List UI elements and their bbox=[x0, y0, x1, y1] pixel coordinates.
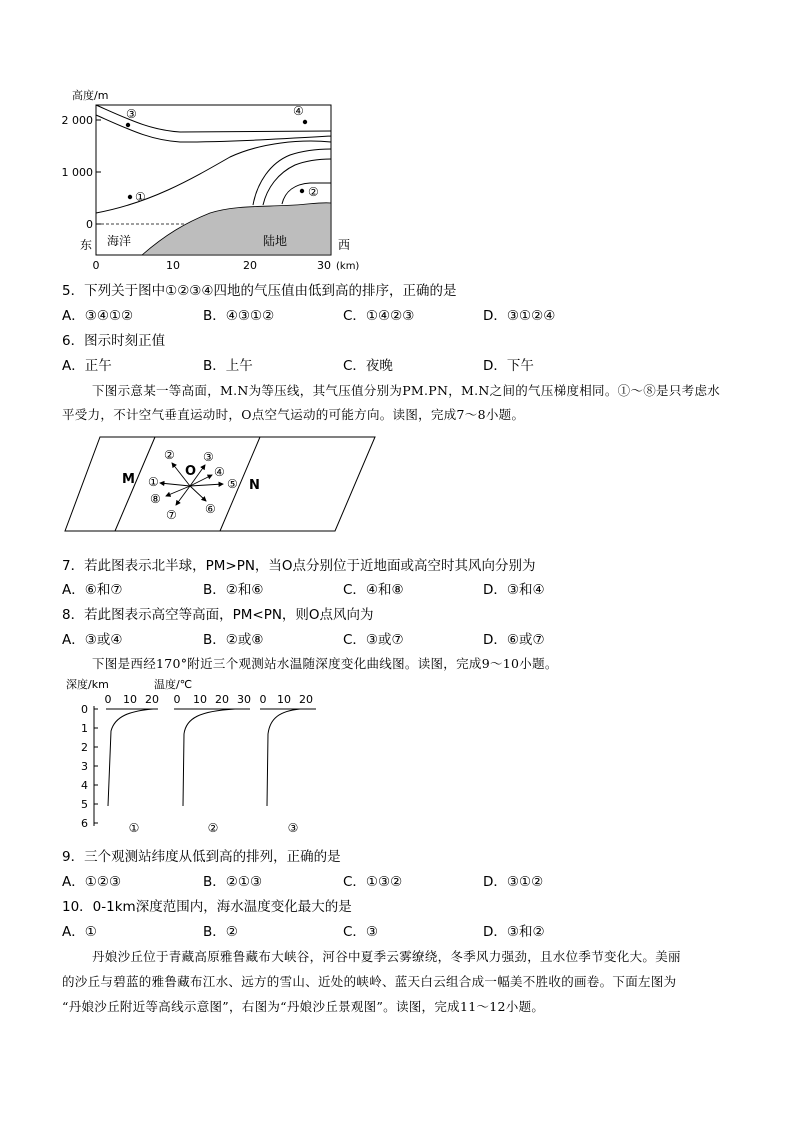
dir-label: ③ bbox=[203, 450, 214, 464]
point-3-label: ③ bbox=[126, 107, 137, 121]
x-tick-label: 30 bbox=[317, 259, 331, 272]
dir-label: ⑤ bbox=[227, 477, 238, 491]
question-5-option-a[interactable]: A．③④①② bbox=[62, 308, 134, 324]
depth-tick-label: 2 bbox=[81, 741, 88, 754]
question-6-option-c[interactable]: C．夜晚 bbox=[343, 358, 393, 374]
point-2-dot bbox=[300, 189, 304, 193]
depth-tick-label: 5 bbox=[81, 798, 88, 811]
y-tick-label: 0 bbox=[86, 218, 93, 231]
question-10-stem: 10．0-1km深度范围内，海水温度变化最大的是 bbox=[62, 899, 352, 915]
question-8-option-d[interactable]: D．⑥或⑦ bbox=[483, 632, 545, 648]
depth-tick-label: 4 bbox=[81, 779, 88, 792]
panel-3-tick: 0 bbox=[259, 693, 267, 706]
isobar-plane-figure bbox=[60, 433, 380, 535]
label-o: O bbox=[185, 464, 197, 479]
x-tick-label: 0 bbox=[92, 259, 100, 272]
point-1-label: ① bbox=[135, 190, 146, 204]
question-6-option-b[interactable]: B．上午 bbox=[203, 358, 253, 374]
cross-section-figure bbox=[60, 85, 380, 275]
question-5-option-c[interactable]: C．①④②③ bbox=[343, 308, 415, 324]
question-7-option-a[interactable]: A．⑥和⑦ bbox=[62, 582, 123, 598]
label-n: N bbox=[249, 478, 260, 493]
panel-2-tick: 30 bbox=[237, 693, 251, 706]
water-temperature-figure bbox=[60, 676, 340, 836]
panel-2-tick: 10 bbox=[193, 693, 207, 706]
station-3-curve bbox=[267, 709, 300, 806]
depth-axis-label: 深度/km bbox=[66, 678, 109, 691]
panel-2-tick: 0 bbox=[173, 693, 181, 706]
question-6-stem: 6．图示时刻正值 bbox=[62, 333, 166, 349]
question-8-stem: 8．若此图表示高空等高面，PM<PN，则O点风向为 bbox=[62, 607, 374, 623]
question-10-option-c[interactable]: C．③ bbox=[343, 924, 379, 940]
question-7-option-c[interactable]: C．④和⑧ bbox=[343, 582, 404, 598]
question-8-option-a[interactable]: A．③或④ bbox=[62, 632, 123, 648]
question-7-stem: 7．若此图表示北半球，PM>PN，当O点分别位于近地面或高空时其风向分别为 bbox=[62, 558, 536, 574]
point-4-label: ④ bbox=[293, 104, 304, 118]
arrow-1 bbox=[160, 483, 190, 486]
isobar bbox=[253, 149, 331, 205]
land-area bbox=[142, 203, 331, 255]
question-10-option-d[interactable]: D．③和② bbox=[483, 924, 545, 940]
intro-paragraph-line: 下图是西经170°附近三个观测站水温随深度变化曲线图。读图，完成9～10小题。 bbox=[92, 656, 558, 671]
panel-2-tick: 20 bbox=[215, 693, 229, 706]
isobar bbox=[282, 183, 331, 204]
arrow-6 bbox=[190, 486, 206, 501]
dir-label: ⑦ bbox=[166, 508, 177, 522]
east-label: 东 bbox=[80, 238, 93, 252]
point-2-label: ② bbox=[308, 185, 319, 199]
isobar bbox=[96, 141, 331, 213]
depth-tick-label: 0 bbox=[81, 703, 88, 716]
station-2-label: ② bbox=[207, 821, 219, 835]
question-9-option-a[interactable]: A．①②③ bbox=[62, 874, 122, 890]
dir-label: ① bbox=[148, 475, 159, 489]
point-3-dot bbox=[126, 123, 130, 127]
question-10-option-b[interactable]: B．② bbox=[203, 924, 238, 940]
dir-label: ② bbox=[164, 448, 175, 462]
intro-paragraph-line: 的沙丘与碧蓝的雅鲁藏布江水、远方的雪山、近处的峡岭、蓝天白云组合成一幅美不胜收的画卷。下面左图为 bbox=[62, 974, 677, 989]
question-6-option-d[interactable]: D．下午 bbox=[483, 358, 534, 374]
question-6-option-a[interactable]: A．正午 bbox=[62, 358, 112, 374]
depth-tick-label: 3 bbox=[81, 760, 88, 773]
intro-paragraph-line: 下图示意某一等高面，M.N为等压线，其气压值分别为PM.PN，M.N之间的气压梯度相同。①～⑧是只考虑水 bbox=[92, 383, 721, 398]
x-tick-label: 20 bbox=[243, 259, 257, 272]
question-9-option-b[interactable]: B．②①③ bbox=[203, 874, 263, 890]
station-2-curve bbox=[183, 709, 235, 806]
label-m: M bbox=[122, 472, 135, 487]
land-label: 陆地 bbox=[263, 234, 288, 248]
question-7-option-d[interactable]: D．③和④ bbox=[483, 582, 545, 598]
temperature-axis-label: 温度/℃ bbox=[154, 678, 193, 691]
dir-label: ④ bbox=[214, 465, 225, 479]
question-5-option-d[interactable]: D．③①②④ bbox=[483, 308, 556, 324]
y-tick-label: 2 000 bbox=[61, 114, 93, 127]
question-5-stem: 5．下列关于图中①②③④四地的气压值由低到高的排序，正确的是 bbox=[62, 283, 457, 299]
panel-1-tick: 0 bbox=[104, 693, 112, 706]
x-tick-label: 10 bbox=[166, 259, 180, 272]
point-1-dot bbox=[128, 195, 132, 199]
question-5-option-b[interactable]: B．④③①② bbox=[203, 308, 275, 324]
dir-label: ⑧ bbox=[150, 492, 161, 506]
y-tick-label: 1 000 bbox=[61, 166, 93, 179]
x-unit-label: (km) bbox=[336, 261, 360, 272]
panel-3-tick: 10 bbox=[277, 693, 291, 706]
depth-tick-label: 6 bbox=[81, 817, 88, 830]
panel-3-tick: 20 bbox=[299, 693, 313, 706]
question-7-option-b[interactable]: B．②和⑥ bbox=[203, 582, 264, 598]
panel-1-tick: 20 bbox=[145, 693, 159, 706]
question-10-option-a[interactable]: A．① bbox=[62, 924, 97, 940]
question-9-option-d[interactable]: D．③①② bbox=[483, 874, 544, 890]
arrow-5 bbox=[190, 484, 223, 486]
west-label: 西 bbox=[338, 238, 351, 252]
y-axis-label: 高度/m bbox=[72, 89, 109, 102]
ocean-label: 海洋 bbox=[107, 234, 132, 248]
dir-label: ⑥ bbox=[205, 502, 216, 516]
question-9-stem: 9．三个观测站纬度从低到高的排列，正确的是 bbox=[62, 849, 341, 865]
station-1-curve bbox=[108, 709, 153, 806]
intro-paragraph-line: 平受力，不计空气垂直运动时，O点空气运动的可能方向。读图，完成7～8小题。 bbox=[62, 407, 525, 422]
question-9-option-c[interactable]: C．①③② bbox=[343, 874, 403, 890]
station-1-label: ① bbox=[128, 821, 140, 835]
station-3-label: ③ bbox=[287, 821, 299, 835]
intro-paragraph-line: “丹娘沙丘附近等高线示意图”，右图为“丹娘沙丘景观图”。读图，完成11～12小题。 bbox=[62, 999, 545, 1014]
question-8-option-c[interactable]: C．③或⑦ bbox=[343, 632, 404, 648]
panel-1-tick: 10 bbox=[123, 693, 137, 706]
intro-paragraph-line: 丹娘沙丘位于青藏高原雅鲁藏布大峡谷，河谷中夏季云雾缭绕，冬季风力强劲，且水位季节变化大。美丽 bbox=[92, 949, 681, 964]
question-8-option-b[interactable]: B．②或⑧ bbox=[203, 632, 264, 648]
point-4-dot bbox=[303, 120, 307, 124]
depth-tick-label: 1 bbox=[81, 722, 88, 735]
